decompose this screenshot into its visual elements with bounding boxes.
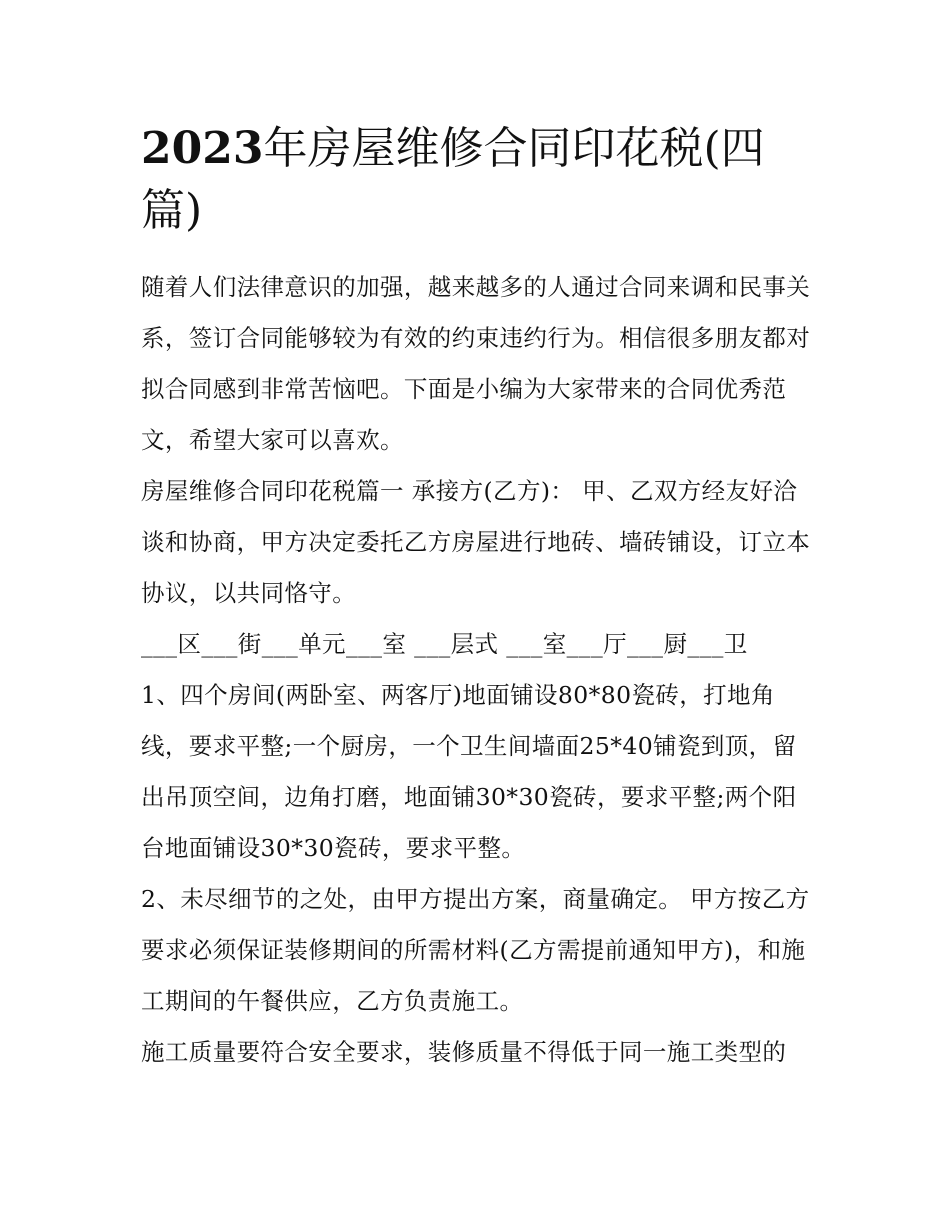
document-title xyxy=(141,118,813,242)
document-body xyxy=(141,118,813,1078)
paragraph-quality: 施工质量要符合安全要求，装修质量不得低于同一施工类型的 xyxy=(141,1038,787,1066)
paragraph-contract-parties: 房屋维修合同印花税篇一 承接方(乙方)： 甲、乙双方经友好洽谈和协商，甲方决定委托乙方房屋进行地砖、墙砖铺设，订立本协议，以共同恪守。 xyxy=(141,477,811,607)
paragraph-clause-1: 1、四个房间(两卧室、两客厅)地面铺设80*80瓷砖，打地角线，要求平整;一个厨房，一个卫生间墙面25*40铺瓷到顶，留出吊顶空间，边角打磨，地面铺30*30瓷砖，要求平整;两个阳台地面铺设30*30瓷砖，要求平整。 xyxy=(141,681,797,862)
paragraph-address-blanks: ___区___街___单元___室 ___层式 ___室___厅___厨___卫 xyxy=(141,630,748,658)
paragraph-clause-2: 2、未尽细节的之处，由甲方提出方案，商量确定。 甲方按乙方要求必须保证装修期间的所需材料(乙方需提前通知甲方)，和施工期间的午餐供应，乙方负责施工。 xyxy=(141,885,810,1015)
title-text: 年房屋维修合同印花税(四篇) xyxy=(141,123,765,236)
paragraph-intro: 随着人们法律意识的加强，越来越多的人通过合同来调和民事关系，签订合同能够较为有效的约束违约行为。相信很多朋友都对拟合同感到非常苦恼吧。下面是小编为大家带来的合同优秀范文，希望大家可以喜欢。 xyxy=(141,273,811,454)
title-year: 2023 xyxy=(141,123,264,174)
